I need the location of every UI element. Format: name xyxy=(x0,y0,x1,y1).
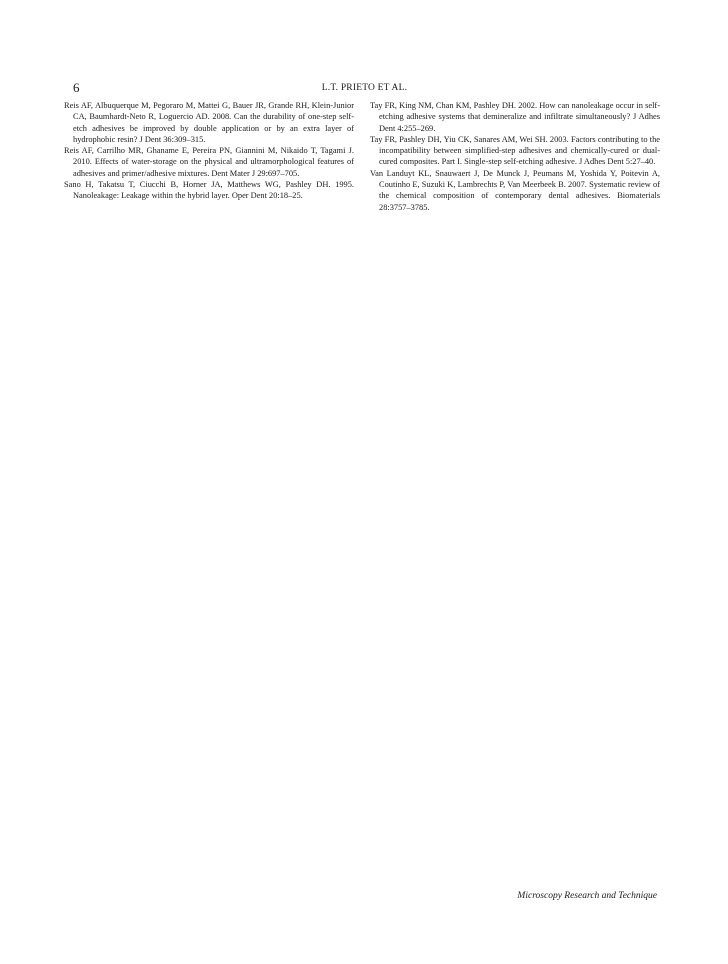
reference-entry: Reis AF, Carrilho MR, Ghaname E, Pereira PN, Giannini M, Nikaido T, Tagami J. 2010. Effects of water-storage on the physical and ultramorphological features of adhesives and primer/adhesive mixtures. Dent Mater J 29:697–705. xyxy=(64,146,354,178)
reference-entry: Tay FR, Pashley DH, Yiu CK, Sanares AM, Wei SH. 2003. Factors contributing to the incompatibility between simplified-step adhesives and chemically-cured or dual-cured composites. Part I. Single-step self-etching adhesive. J Adhes Dent 5:27–40. xyxy=(370,134,660,167)
running-head xyxy=(73,80,656,96)
reference-list xyxy=(64,100,660,213)
running-title: L.T. PRIETO ET AL. xyxy=(321,83,408,93)
reference-column-right xyxy=(370,100,660,213)
reference-entry: Tay FR, King NM, Chan KM, Pashley DH. 2002. How can nanoleakage occur in self-etching adhesive systems that demineralize and infiltrate simultaneously? J Adhes Dent 4:255–269. xyxy=(370,101,660,133)
journal-footer: Microscopy Research and Technique xyxy=(517,891,657,901)
reference-column-left xyxy=(64,100,354,213)
page-number: 6 xyxy=(73,80,80,95)
reference-entry: Sano H, Takatsu T, Ciucchi B, Horner JA, Matthews WG, Pashley DH. 1995. Nanoleakage: Leakage within the hybrid layer. Oper Dent 20:18–25. xyxy=(64,180,354,201)
reference-entry: Reis AF, Albuquerque M, Pegoraro M, Mattei G, Bauer JR, Grande RH, Klein-Junior CA, Baumhardt-Neto R, Loguercio AD. 2008. Can the durability of one-step self-etch adhesives be improved by double application or by an extra layer of hydrophobic resin? J Dent 36:309–315. xyxy=(64,101,354,144)
reference-entry: Van Landuyt KL, Snauwaert J, De Munck J, Peumans M, Yoshida Y, Poitevin A, Coutinho E, Suzuki K, Lambrechts P, Van Meerbeek B. 2007. Systematic review of the chemical composition of contemporary dental adhesives. Biomaterials 28:3757–3785. xyxy=(370,168,660,212)
